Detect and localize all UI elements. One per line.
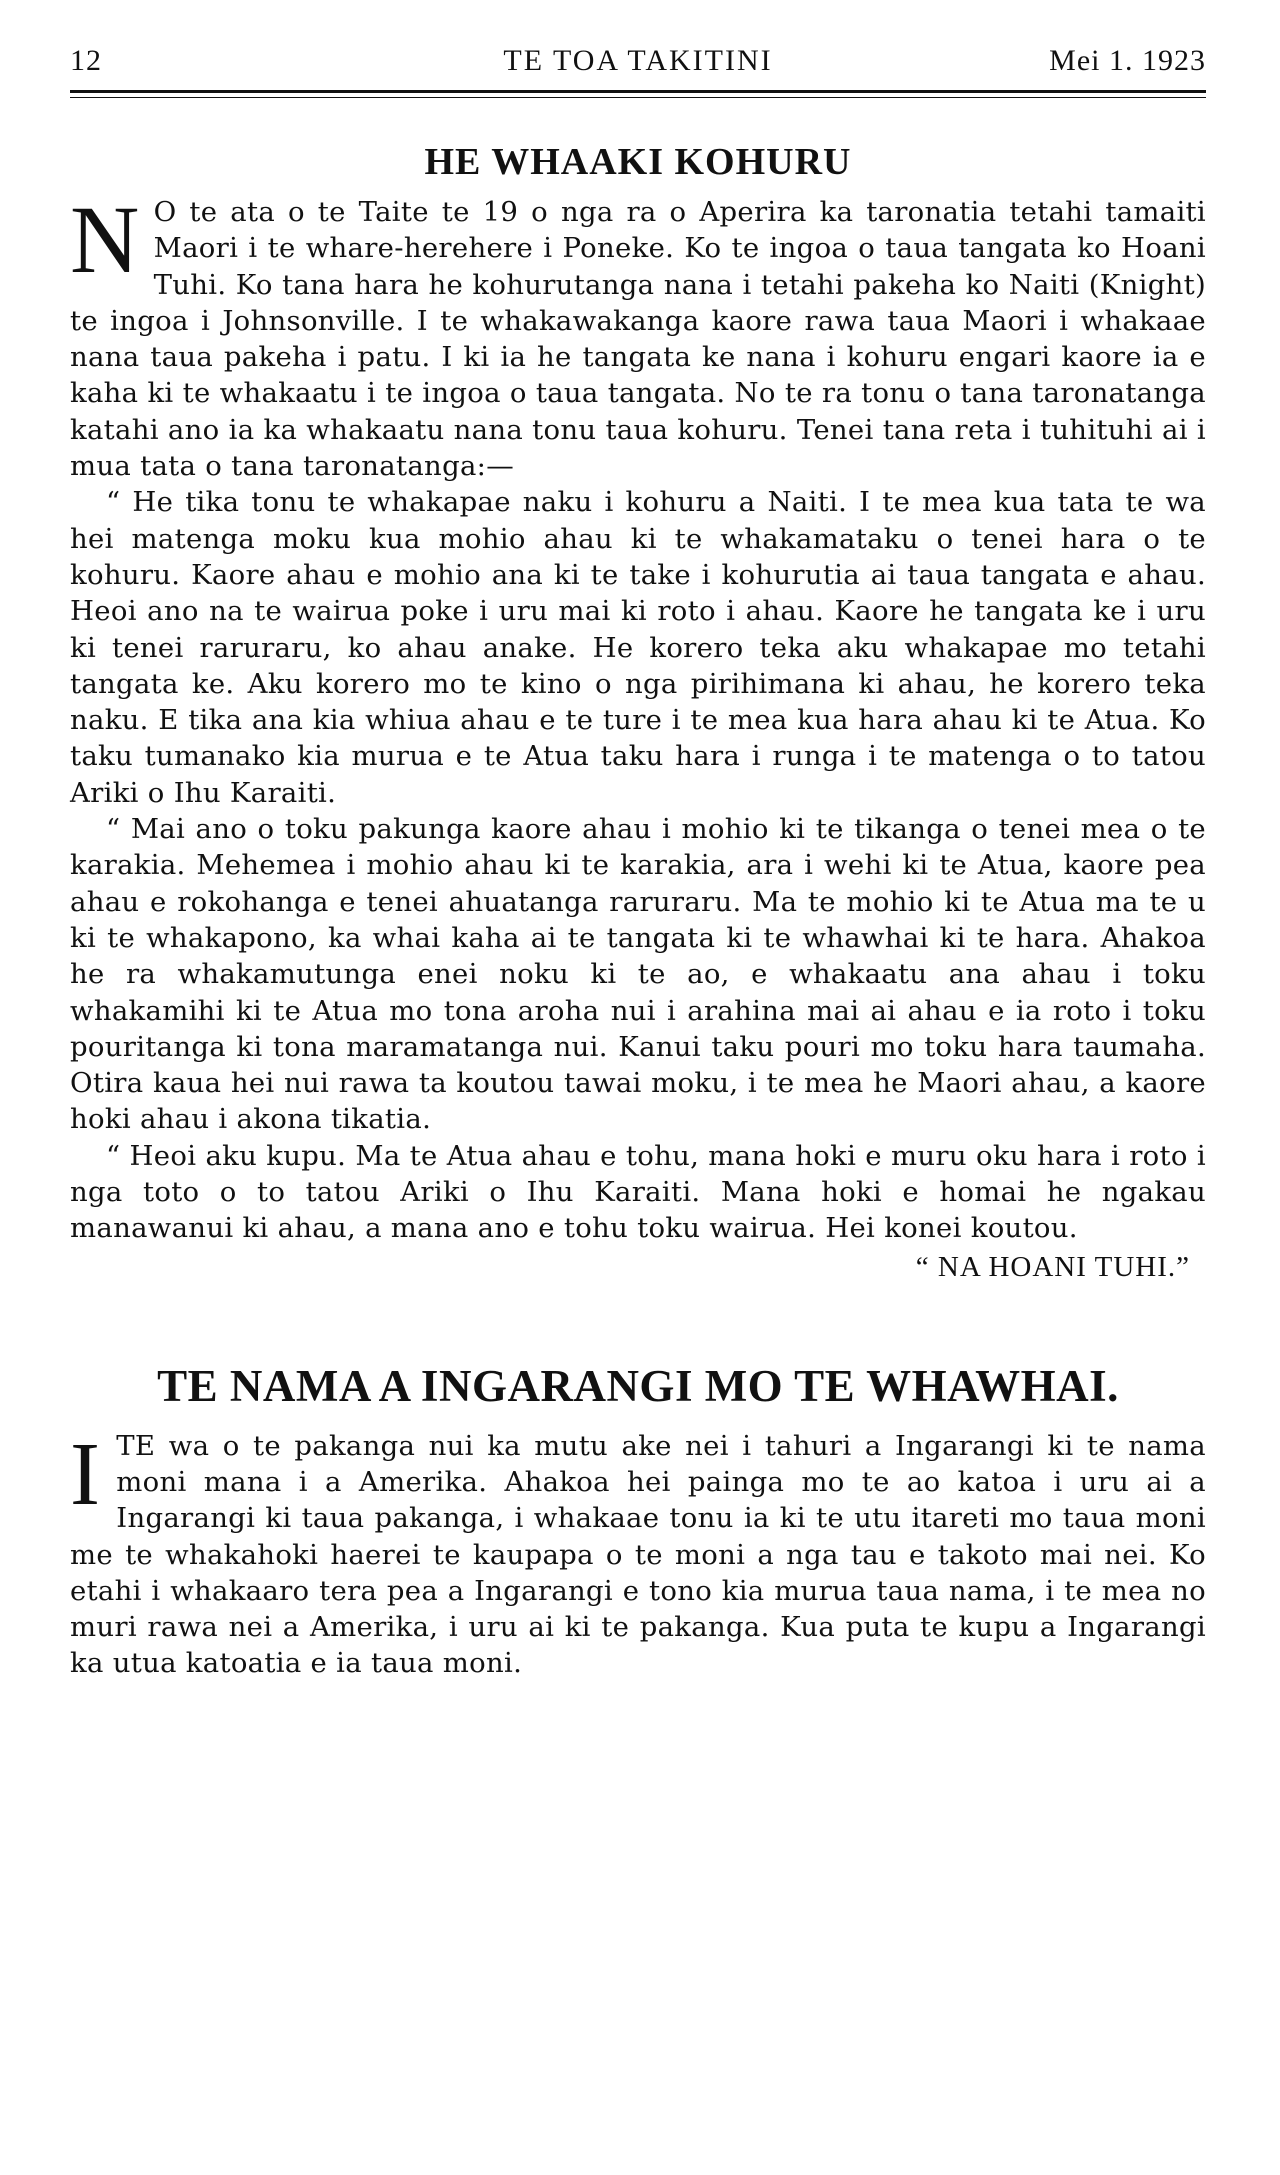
drop-cap: N [70,186,140,293]
drop-cap: I [70,1424,101,1524]
header-rule-thick [70,90,1206,93]
article-paragraph: “ Heoi aku kupu. Ma te Atua ahau e tohu, mana hoki e muru oku hara i roto i nga toto o to tatou Ariki o Ihu Karaiti. Mana hoki e homai he ngakau manawanui ki ahau, a mana ano e tohu toku wairua. Hei konei koutou. [70,1139,1206,1245]
page-number: 12 [70,44,102,77]
article-signature: “ NA HOANI TUHI.” [915,1250,1190,1283]
article-paragraph: “ Mai ano o toku pakunga kaore ahau i mohio ki te tikanga o tenei mea o te karakia. Mehemea i mohio ahau ki te karakia, ara i wehi ki te Atua, kaore pea ahau e rokohanga e tenei ahuatanga raruraru. Ma te mohio ki te Atua ma te u ki te whakapono, ka whai kaha ai te tangata ki te whawhai ki te hara. Ahakoa he ra whakamutunga enei noku ki te ao, e whakaatu ana ahau i toku whakamihi ki te Atua mo tona aroha nui i arahina mai ai ahau e ia roto i toku pouritanga ki tona maramatanga nui. Kanui taku pouri mo toku hara taumaha. Otira kaua hei nui rawa ta koutou tawai moku, i te mea he Maori ahau, a kaore hoki ahau i akona tikatia. [70,813,1206,1136]
paragraph-text: TE wa o te pakanga nui ka mutu ake nei i tahuri a Ingarangi ki te nama moni mana i a Amerika. Ahakoa hei painga mo te ao katoa i uru ai a Ingarangi ki taua pakanga, i whakaae tonu ia ki te utu itareti mo taua moni me te whakahoki haerei te kaupapa o te moni a nga tau e takoto mai nei. Ko etahi i whakaaro tera pea a Ingarangi e tono kia murua taua nama, i te mea no muri rawa nei a Amerika, i uru ai ki te pakanga. Kua puta te kupu a Ingarangi ka utua katoatia e ia taua moni. [70,1429,1206,1680]
article-body [70,1424,1206,1682]
article-headline: HE WHAAKI KOHURU [424,141,852,183]
article-paragraph [70,1424,1206,1682]
article-headline: TE NAMA A INGARANGI MO TE WHAWHAI. [157,1360,1119,1411]
paragraph-text: O te ata o te Taite te 19 o nga ra o Aperira ka taronatia tetahi tamaiti Maori i te whare-herehere i Poneke. Ko te ingoa o taua tangata ko Hoani Tuhi. Ko tana hara he kohurutanga nana i tetahi pakeha ko Naiti (Knight) te ingoa i Johnsonville. I te whakawakanga kaore rawa taua Maori i whakaae nana taua pakeha i patu. I ki ia he tangata ke nana i kohuru engari kaore ia e kaha ki te whakaatu i te ingoa o taua tangata. No te ra tonu o tana taronatanga katahi ano ia ka whakaatu nana tonu taua kohuru. Tenei tana reta i tuhituhi ai i mua tata o tana taronatanga:— [70,196,1206,483]
newspaper-page [70,40,1206,1682]
article-paragraph: “ He tika tonu te whakapae naku i kohuru a Naiti. I te mea kua tata te wa hei matenga moku kua mohio ahau ki te whakamataku o tenei hara o te kohuru. Kaore ahau e mohio ana ki te take i kohurutia ai taua tangata e ahau. Heoi ano na te wairua poke i uru mai ki roto i ahau. Kaore he tangata ke i uru ki tenei raruraru, ko ahau anake. He korero teka aku whakapae mo tetahi tangata ke. Aku korero mo te kino o nga pirihimana ki ahau, he korero teka naku. E tika ana kia whiua ahau e te ture i te mea kua hara ahau ki te Atua. Ko taku tumanako kia murua e te Atua taku hara i runga i te matenga o to tatou Ariki o Ihu Karaiti. [70,486,1206,809]
publication-title: TE TOA TAKITINI [503,44,773,77]
header-rule-thin [70,97,1206,98]
article-body [70,186,1206,1247]
article-paragraph [70,186,1206,484]
issue-date: Mei 1. 1923 [1049,44,1206,77]
running-header [70,40,1206,88]
